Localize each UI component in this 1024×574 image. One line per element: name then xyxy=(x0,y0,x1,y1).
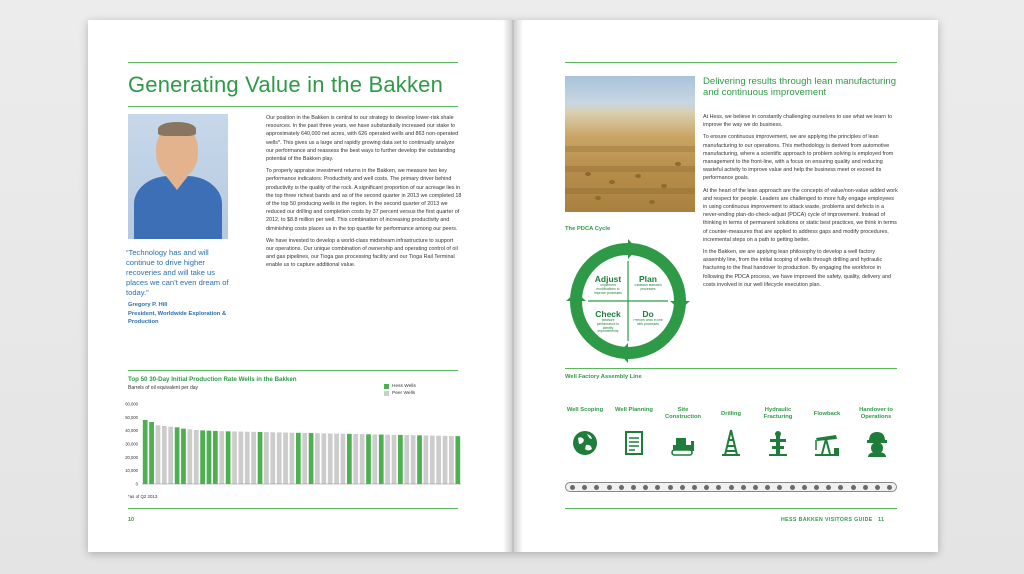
peer-well-bar xyxy=(430,436,435,484)
hess-well-bar xyxy=(455,436,460,484)
quote-author-role: President, Worldwide Exploration & Production xyxy=(128,311,227,325)
hess-well-bar xyxy=(366,434,371,484)
peer-well-bar xyxy=(270,432,275,484)
brochure-spread xyxy=(88,20,938,552)
peer-well-bar xyxy=(239,432,244,484)
hess-well-bar xyxy=(207,431,212,484)
peer-well-bar xyxy=(302,433,307,484)
y-tick-label: 10,000 xyxy=(125,468,138,474)
hess-well-bar xyxy=(213,431,218,484)
chart-legend xyxy=(384,384,416,398)
right-page xyxy=(513,20,938,552)
hess-well-bar xyxy=(181,429,186,484)
frac-icon xyxy=(763,428,793,458)
peer-well-bar xyxy=(245,432,250,484)
conveyor-roller xyxy=(594,485,599,490)
left-body-text xyxy=(266,114,462,274)
conveyor-roller xyxy=(570,485,575,490)
peer-well-bar xyxy=(156,425,161,484)
cycle-arrow-icon xyxy=(670,301,690,310)
footer-guide-title xyxy=(781,517,884,523)
peer-well-bar xyxy=(424,435,429,484)
conveyor-roller xyxy=(887,485,892,490)
legend-item-hess xyxy=(384,384,416,389)
bulldozer-icon xyxy=(668,428,698,458)
globe-icon xyxy=(570,428,600,458)
quote-author-name: Gregory P. Hill xyxy=(128,302,168,308)
peer-well-bar xyxy=(232,431,237,484)
paragraph: To ensure continuous improvement, we are applying the principles of lean manufacturing to our operations. This methodology is derived from automotive manufacturing, where a scientific approach to problem solving is employed from management to the front-line, with a focus on ensuring quality and reducing wasteful activity to improve value and help the business meet or exceed its performance goals. xyxy=(703,134,894,182)
bottom-rule xyxy=(565,508,897,509)
hess-well-bar xyxy=(258,432,263,484)
pdca-plan-desc: Establish standard processes xyxy=(634,284,662,291)
title-rule xyxy=(128,106,458,107)
peer-well-bar xyxy=(219,431,224,484)
cycle-arrow-icon xyxy=(619,343,628,363)
right-body-text xyxy=(703,113,899,293)
conveyor-roller xyxy=(729,485,734,490)
step-label-hydraulic-fracturing: Hydraulic Fracturing xyxy=(763,407,793,420)
peer-well-bar xyxy=(315,433,320,484)
conveyor-roller xyxy=(631,485,636,490)
hess-well-bar xyxy=(398,435,403,484)
peer-well-bar xyxy=(373,434,378,484)
conveyor-roller xyxy=(765,485,770,490)
peer-well-bar xyxy=(162,426,167,484)
pdca-plan-label: Plan xyxy=(639,274,657,284)
peer-well-bar xyxy=(404,435,409,484)
page-number-left: 10 xyxy=(128,517,134,523)
hess-well-bar xyxy=(149,422,154,484)
paragraph: In the Bakken, we are applying lean philosophy to develop a well factory assembly line, from the initial scoping of wells through drilling and hydraulic fracturing to the final handover to production. By engaging the workforce in following the PDCA process, we have improved the safety, quality, delivery and costs involved in our well lifecycle execution plan. xyxy=(703,249,891,288)
left-page xyxy=(88,20,513,552)
peer-well-bar xyxy=(443,436,448,484)
chart-ylabel: Barrels of oil equivalent per day xyxy=(128,385,199,391)
executive-photo xyxy=(128,114,228,239)
legend-swatch xyxy=(384,391,389,396)
peer-well-bar xyxy=(321,433,326,484)
conveyor-roller xyxy=(716,485,721,490)
peer-well-bar xyxy=(353,434,358,484)
conveyor-roller xyxy=(619,485,624,490)
hess-well-bar xyxy=(309,433,314,484)
y-tick-label: 20,000 xyxy=(125,454,138,460)
pdca-title: The PDCA Cycle xyxy=(565,226,611,232)
page-title: Generating Value in the Bakken xyxy=(128,72,444,97)
peer-well-bar xyxy=(168,427,173,484)
pull-quote: “Technology has and will continue to drive higher recoveries and will take us places we can’t even dream of today.” xyxy=(126,248,229,297)
peer-well-bar xyxy=(411,435,416,484)
peer-well-bar xyxy=(341,434,346,484)
conveyor-roller xyxy=(692,485,697,490)
paragraph: To properly appraise investment returns in the Bakken, we measure two key performance indicators: Productivity and well costs. The primary driver behind productivity is the quality of the rock. A significant proportion of our acreage lies in the top three richest bands and as of the second quarter in 2013 we completed 18 of the top 50 producing wells in the region. In the second quarter of 2013 we reduced our drilling and completion costs by 37 percent versus the first quarter of 2012, to $8.8 million per well. This combination of increasing productivity and diminishing costs places us in the top quartile for performance among our peers. xyxy=(266,168,462,232)
peer-well-bar xyxy=(392,435,397,484)
pdca-adjust-label: Adjust xyxy=(594,274,622,284)
step-label-well-planning: Well Planning xyxy=(615,407,653,413)
conveyor-roller xyxy=(851,485,856,490)
peer-well-bar xyxy=(264,432,269,484)
document-icon xyxy=(619,428,649,458)
peer-well-bar xyxy=(449,436,454,484)
pdca-cycle-diagram xyxy=(561,234,695,368)
hardhat-worker-icon xyxy=(862,428,892,458)
y-tick-label: 0 xyxy=(135,481,138,487)
hess-well-bar xyxy=(175,427,180,484)
conveyor-roller xyxy=(704,485,709,490)
peer-well-bar xyxy=(187,429,192,484)
peer-well-bar xyxy=(385,435,390,484)
paragraph: At Hess, we believe in constantly challenging ourselves to use what we learn to improve the way we do business. xyxy=(703,114,893,129)
peer-well-bar xyxy=(334,434,339,484)
pumpjack-icon xyxy=(812,428,842,458)
step-label-drilling: Drilling xyxy=(721,411,741,417)
drilling-rig-icon xyxy=(716,428,746,458)
pdca-check-desc: Measure performance to identify improvements xyxy=(596,319,620,334)
conveyor-roller xyxy=(802,485,807,490)
conveyor-roller xyxy=(643,485,648,490)
conveyor-roller xyxy=(582,485,587,490)
bottom-rule xyxy=(128,508,458,509)
wheat-field-photo xyxy=(565,76,695,212)
page-number-right: 11 xyxy=(878,517,885,523)
legend-label: Peer Wells xyxy=(392,391,416,396)
pdca-do-label: Do xyxy=(642,309,654,319)
hess-well-bar xyxy=(296,433,301,484)
pdca-check-label: Check xyxy=(595,309,621,319)
peer-well-bar xyxy=(328,433,333,484)
pdca-adjust-desc: Implement modifications to improve processes xyxy=(594,284,622,295)
conveyor-roller xyxy=(655,485,660,490)
hess-well-bar xyxy=(347,434,352,484)
hess-well-bar xyxy=(379,435,384,484)
hess-well-bar xyxy=(200,430,205,484)
step-label-site-construction: Site Construction xyxy=(664,407,702,420)
conveyor-roller xyxy=(607,485,612,490)
conveyor-roller xyxy=(838,485,843,490)
hess-well-bar xyxy=(417,435,422,484)
top-rule xyxy=(128,62,458,63)
footer-title: HESS BAKKEN VISITORS GUIDE xyxy=(781,517,873,523)
chart-rule xyxy=(128,370,458,371)
well-factory-title: Well Factory Assembly Line xyxy=(565,374,642,380)
conveyor-roller xyxy=(668,485,673,490)
cycle-arrow-icon xyxy=(628,239,637,259)
conveyor-roller xyxy=(814,485,819,490)
peer-well-bar xyxy=(194,430,199,484)
top-rule xyxy=(565,62,897,63)
conveyor-roller xyxy=(863,485,868,490)
legend-label: Hess Wells xyxy=(392,384,416,389)
paragraph: Our position in the Bakken is central to our strategy to develop lower-risk shale resources. In the past three years, we have substantially increased our stake to approximately 640,000 net acres, with 626 operated wells and 863 non-operated wells*. This gives us a large and rapidly growing data set to continually analyze our performance and reassess the best ways to further develop the outstanding potential of the Bakken play. xyxy=(266,115,459,163)
production-bar-chart xyxy=(116,400,466,494)
conveyor-roller xyxy=(753,485,758,490)
hess-well-bar xyxy=(143,420,148,484)
paragraph: We have invested to develop a world-class midstream infrastructure to support our operations. Our unique combination of ownership and operating control of oil and gas pipelines, our Tioga gas processing facility and our Tioga Rail Terminal enable us to capture additional value. xyxy=(266,237,458,269)
paragraph: At the heart of the lean approach are the concepts of value/non-value added work and respect for people. Leaders are challenged to more fully engage employees in using continuous improvement to attack waste, problems and defects in a never-ending plan-do-check-adjust (PDCA) cycle of improvement. Instead of thinking in terms of permanent solutions or static best practices, we think in terms of counter-measures that are applied to address gaps and modify procedures, incremental steps on a path to getting better. xyxy=(703,187,898,243)
conveyor-roller xyxy=(826,485,831,490)
footnote: *as of Q2 2013 xyxy=(128,494,158,499)
conveyor-roller xyxy=(741,485,746,490)
hess-well-bar xyxy=(226,431,231,484)
chart-title: Top 50 30-Day Initial Production Rate Wells in the Bakken xyxy=(128,376,297,383)
conveyor-roller xyxy=(790,485,795,490)
peer-well-bar xyxy=(251,432,256,484)
legend-item-peer xyxy=(384,391,416,396)
legend-swatch xyxy=(384,384,389,389)
y-tick-label: 50,000 xyxy=(125,414,138,420)
conveyor-belt xyxy=(565,482,897,492)
y-tick-label: 30,000 xyxy=(125,441,138,447)
step-label-handover: Handover to Operations xyxy=(859,407,893,420)
peer-well-bar xyxy=(290,433,295,484)
step-label-well-scoping: Well Scoping xyxy=(566,407,604,413)
cycle-arrow-icon xyxy=(566,292,586,301)
peer-well-bar xyxy=(277,432,282,484)
conveyor-roller xyxy=(680,485,685,490)
y-tick-label: 40,000 xyxy=(125,428,138,434)
pdca-do-desc: Perform work in line with processes xyxy=(633,319,663,326)
peer-well-bar xyxy=(360,434,365,484)
step-label-flowback: Flowback xyxy=(813,411,841,417)
section-heading: Delivering results through lean manufacturing and continuous improvement xyxy=(703,76,897,98)
y-tick-label: 60,000 xyxy=(125,401,138,407)
peer-well-bar xyxy=(436,436,441,484)
peer-well-bar xyxy=(283,433,288,484)
section-rule xyxy=(565,368,897,369)
conveyor-roller xyxy=(777,485,782,490)
conveyor-roller xyxy=(875,485,880,490)
